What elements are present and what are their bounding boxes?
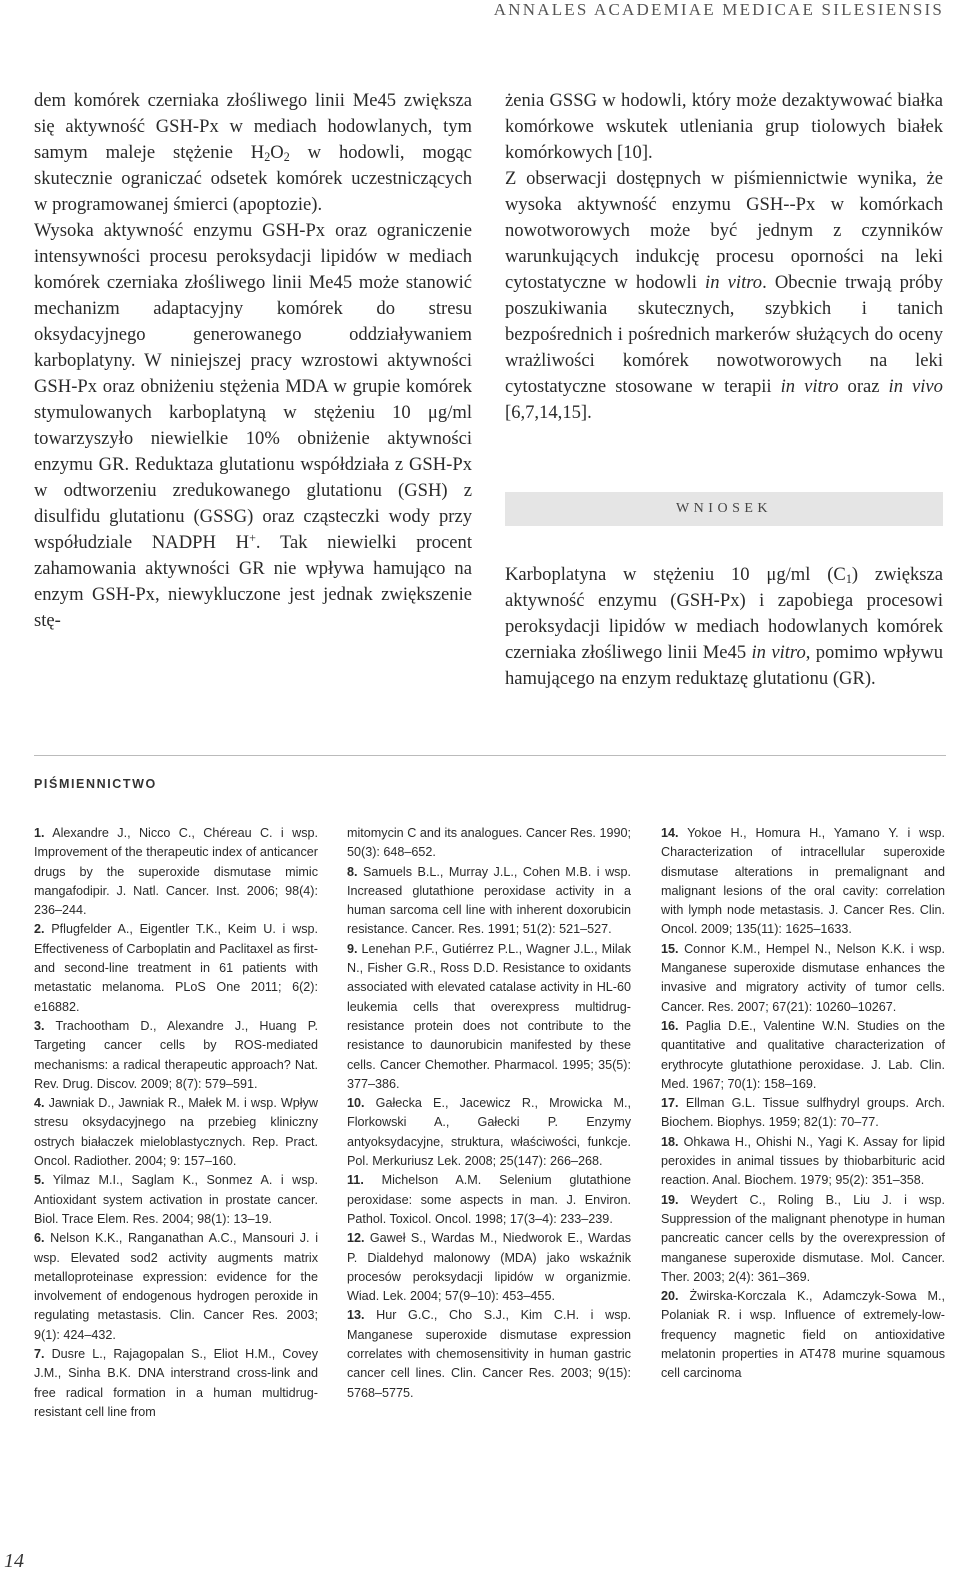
- paragraph: dem komórek czerniaka złośliwego linii Me45 zwiększa się aktywność GSH-Px w mediach hodowlanych, tym samym maleje stężenie $H_2O_2$ w hodowli, mogąc skutecznie ograniczać odsetek komórek uczestniczących w programowanej śmierci (apoptozie).: [34, 90, 473, 215]
- section-divider: [34, 755, 946, 756]
- conclusion-paragraph: Karboplatyna w stężeniu 10 μg/ml $(C_1)$ zwiększa aktywność enzymu (GSH-Px) i zapobiega procesowi peroksydacji lipidów w mediach hodowlanych komórek czerniaka złośliwego linii Me45 in vitro, pomimo wpływu hamującego na enzym reduktazę glutationu (GR).: [505, 564, 944, 689]
- body-column-left: [34, 88, 472, 634]
- reference-item: 6. Nelson K.K., Ranganathan A.C., Mansouri J. i wsp. Elevated sod2 activity augments matrix metalloproteinase expression: evidence for the involvement of endogenous hydrogen peroxide in regulating metastasis. Clin. Cancer Res. 2003; 9(1): 424–432.: [34, 1231, 318, 1342]
- section-heading-conclusion: WNIOSEK: [505, 492, 943, 526]
- reference-item: 9. Lenehan P.F., Gutiérrez P.L., Wagner J.L., Milak N., Fisher G.R., Ross D.D. Resistance to oxidants associated with elevated catalase activity in HL-60 leukemia cells that overexpress multidrug-resistance protein does not contribute to the resistance to daunorubicin manifested by these cells. Cancer Chemother. Pharmacol. 1995; 35(5): 377–386.: [347, 941, 631, 1091]
- reference-item: 7. Dusre L., Rajagopalan S., Eliot H.M., Covey J.M., Sinha B.K. DNA interstrand cross-link and free radical formation in a human multidrug-resistant cell line from: [34, 1347, 318, 1419]
- reference-item: 15. Connor K.M., Hempel N., Nelson K.K. i wsp. Manganese superoxide dismutase enhances the invasive and migratory activity of tumor cells. Cancer. Res. 2007; 67(21): 10260–10267.: [661, 941, 945, 1014]
- reference-item: mitomycin C and its analogues. Cancer Res. 1990; 50(3): 648–652.: [347, 826, 631, 860]
- reference-item: 11. Michelson A.M. Selenium glutathione peroxidase: some aspects in man. J. Environ. Pathol. Toxicol. Oncol. 1998; 17(3–4): 233–239.: [347, 1173, 631, 1226]
- reference-item: 12. Gaweł S., Wardas M., Niedworok E., Wardas P. Dialdehyd malonowy (MDA) jako wskaźnik procesów peroksydacji lipidów w organizmie. Wiad. Lek. 2004; 57(9–10): 453–455.: [347, 1231, 631, 1304]
- references-heading: PIŚMIENNICTWO: [34, 777, 157, 791]
- body-column-right: [505, 88, 943, 692]
- reference-item: 14. Yokoe H., Homura H., Yamano Y. i wsp. Characterization of intracellular superoxide dismutase alterations in premalignant and malignant lesions of the oral cavity: correlation with lymph node metastasis. J. Cancer Res. Clin. Oncol. 2009; 135(11): 1625–1633.: [661, 826, 945, 937]
- reference-item: 13. Hur G.C., Cho S.J., Kim C.H. i wsp. Manganese superoxide dismutase expression correlates with chemosensitivity in human gastric cancer cell lines. Clin. Cancer Res. 2003; 9(15): 5768–5775.: [347, 1308, 631, 1400]
- page-number: 14: [4, 1550, 24, 1572]
- reference-item: 18. Ohkawa H., Ohishi N., Yagi K. Assay for lipid peroxides in animal tissues by thiobarbituric acid reaction. Anal. Biochem. 1979; 95(2): 351–358.: [661, 1134, 945, 1188]
- reference-item: 5. Yilmaz M.I., Saglam K., Sonmez A. i wsp. Antioxidant system activation in prostate cancer. Biol. Trace Elem. Res. 2004; 98(1): 13–19.: [34, 1173, 318, 1226]
- reference-item: 10. Gałecka E., Jacewicz R., Mrowicka M., Florkowski A., Gałecki P. Enzymy antyoksydacyjne, struktura, właściwości, funkcje. Pol. Merkuriusz Lek. 2008; 25(147): 266–268.: [347, 1096, 631, 1169]
- references-column-1: [34, 824, 318, 1422]
- reference-item: 1. Alexandre J., Nicco C., Chéreau C. i wsp. Improvement of the therapeutic index of anticancer drugs by the superoxide dismutase mimic mangafodipir. J. Natl. Cancer. Inst. 2006; 98(4): 236–244.: [34, 826, 318, 918]
- paragraph: żenia GSSG w hodowli, który może dezaktywować białka komórkowe wskutek utleniania grup tiolowych białek komórkowych [10].: [505, 90, 943, 163]
- reference-item: 20. Żwirska-Korczala K., Adamczyk-Sowa M., Polaniak R. i wsp. Influence of extremely-low-frequency magnetic field on antioxidative melatonin properties in AT478 murine squamous cell carcinoma: [661, 1289, 945, 1381]
- references-column-2: [347, 824, 631, 1403]
- reference-item: 19. Weydert C., Roling B., Liu J. i wsp. Suppression of the malignant phenotype in human pancreatic cancer cells by the overexpression of manganese superoxide dismutase. Mol. Cancer. Ther. 2003; 2(4): 361–369.: [661, 1192, 945, 1284]
- reference-item: 17. Ellman G.L. Tissue sulfhydryl groups. Arch. Biochem. Biophys. 1959; 82(1): 70–77.: [661, 1096, 945, 1130]
- journal-title: ANNALES ACADEMIAE MEDICAE SILESIENSIS: [493, 0, 944, 19]
- reference-item: 3. Trachootham D., Alexandre J., Huang P. Targeting cancer cells by ROS-mediated mechanisms: a radical therapeutic approach? Nat. Rev. Drug. Discov. 2009; 8(7): 579–591.: [34, 1018, 318, 1091]
- reference-item: 4. Jawniak D., Jawniak R., Małek M. i wsp. Wpływ stresu oksydacyjnego na przebieg kliniczny ostrych białaczek mieloblastycznych. Rep. Pract. Oncol. Radiother. 2004; 9: 157–160.: [34, 1096, 318, 1169]
- paragraph: Z obserwacji dostępnych w piśmiennictwie wynika, że wysoka aktywność enzymu GSH--Px w komórkach nowotworowych może być jednym z czynników warunkujących indukcję procesu oporności na leki cytostatyczne w hodowli in vitro. Obecnie trwają próby poszukiwania skutecznych, szybkich i tanich bezpośrednich i pośrednich markerów służących do oceny wrażliwości komórek nowotworowych na leki cytostatyczne stosowane w terapii in vitro oraz in vivo [6,7,14,15].: [505, 168, 943, 423]
- reference-item: 8. Samuels B.L., Murray J.L., Cohen M.B. i wsp. Increased glutathione peroxidase activity in a human sarcoma cell line with inherent doxorubicin resistance. Cancer. Res. 1991; 51(2): 521–527.: [347, 864, 631, 937]
- reference-item: 16. Paglia D.E., Valentine W.N. Studies on the quantitative and qualitative characterization of erythrocyte glutathione peroxidase. J. Lab. Clin. Med. 1967; 70(1): 158–169.: [661, 1018, 945, 1091]
- paragraph: Wysoka aktywność enzymu GSH-Px oraz ograniczenie intensywności procesu peroksydacji lipidów w mediach komórek czerniaka złośliwego linii Me45 może stanowić mechanizm adaptacyjny komórek do stresu oksydacyjnego generowanego oddziaływaniem karboplatyny. W niniejszej pracy wzrostowi aktywności GSH-Px oraz obniżeniu stężenia MDA w grupie komórek stymulowanych karboplatyną w stężeniu 10 μg/ml towarzyszyło niewielkie 10% obniżenie aktywności enzymu GR. Reduktaza glutationu współdziała z GSH-Px w odtworzeniu zredukowanego glutationu (GSH) z disulfidu glutationu (GSSG) oraz cząsteczki wody przy współudziale NADPH H+. Tak niewielki procent zahamowania aktywności GR nie wpływa hamująco na enzym GSH-Px, niewykluczone jest jednak zwiększenie stę-: [34, 220, 472, 631]
- references-column-3: [661, 824, 945, 1384]
- reference-item: 2. Pflugfelder A., Eigentler T.K., Keim U. i wsp. Effectiveness of Carboplatin and Paclitaxel as first- and second-line treatment in 61 patients with metastatic melanoma. PLoS One 2011; 6(2): e16882.: [34, 922, 318, 1014]
